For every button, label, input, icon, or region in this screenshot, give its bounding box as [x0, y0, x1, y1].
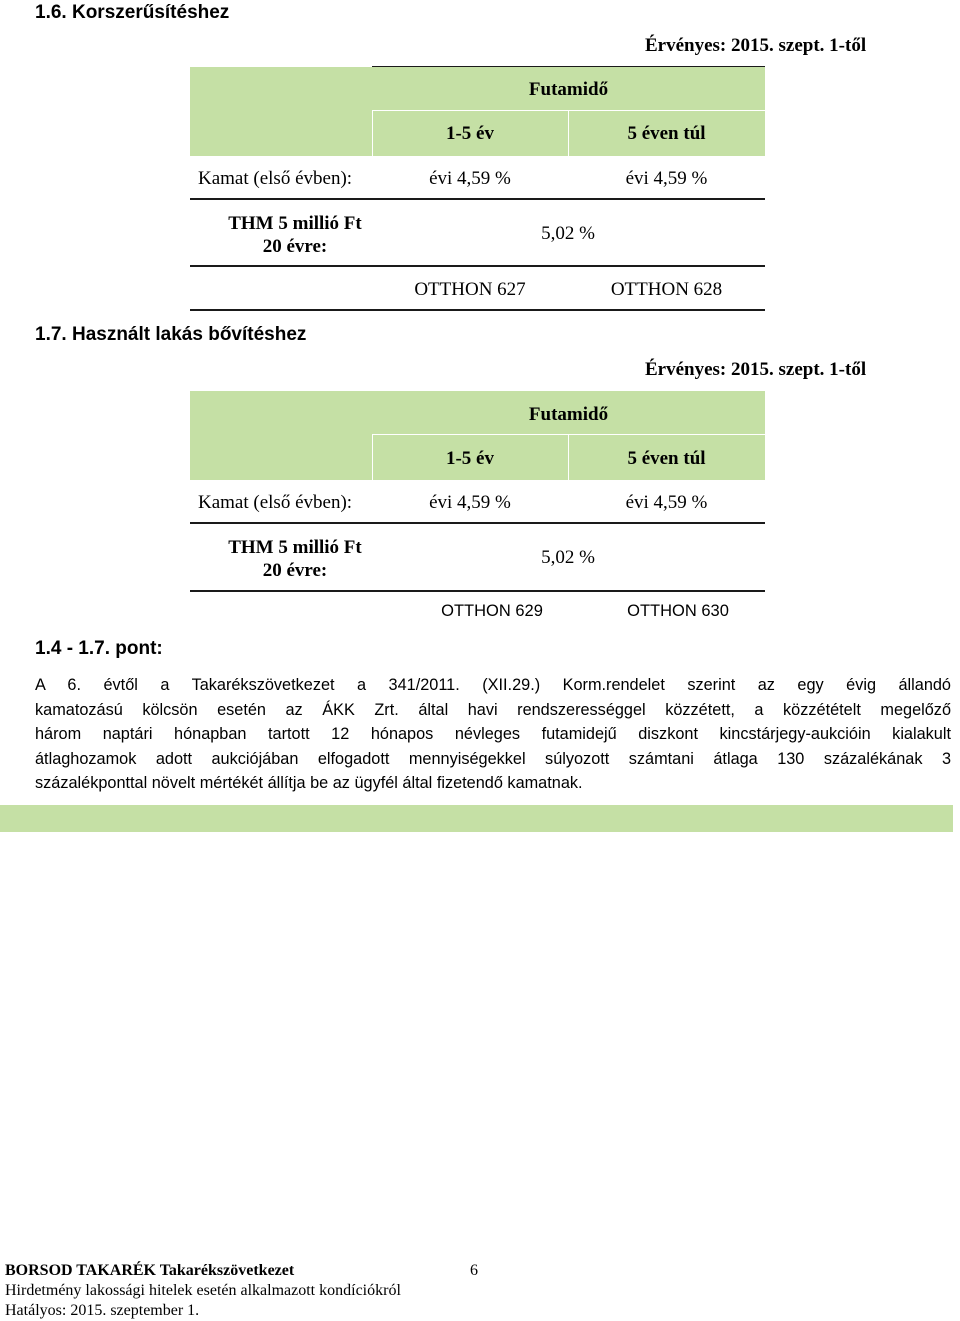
kamat-label: Kamat (első évben): — [198, 168, 353, 189]
valid-from-1-6: Érvényes: 2015. szept. 1-től — [645, 35, 867, 56]
paragraph-line: kamatozású kölcsön esetén az ÁKK Zrt. által havi rendszerességgel közzétett, a közzétételt megelőző — [35, 700, 951, 719]
thm-label-line1: THM 5 millió Ft — [228, 213, 362, 234]
thm-label-line2: 20 évre: — [262, 236, 328, 257]
col-header-5-plus: 5 éven túl — [627, 123, 706, 144]
col-header-5-plus: 5 éven túl — [627, 448, 706, 469]
paragraph-line: átlaghozamok adott aukciójában elfogadott mennyiségekkel súlyozott számtani átlaga 130 százalékának 3 — [35, 749, 951, 768]
thm-label-line2: 20 évre: — [262, 560, 328, 581]
kamat-value-1-5: évi 4,59 % — [429, 168, 511, 189]
thm-label-line1: THM 5 millió Ft — [228, 537, 362, 558]
col-header-1-5: 1-5 év — [445, 123, 494, 144]
product-code-2: OTTHON 630 — [627, 602, 729, 620]
footer-subtitle: Hirdetmény lakossági hitelek esetén alkalmazott kondíciókról — [5, 1282, 401, 1299]
section-heading-1-7: 1.7. Használt lakás bővítéshez — [35, 324, 307, 345]
product-code-1: OTTHON 629 — [441, 602, 543, 620]
table-rule — [372, 434, 765, 435]
table-rule — [190, 198, 765, 200]
valid-from-1-7: Érvényes: 2015. szept. 1-től — [645, 359, 867, 380]
table-rule — [372, 66, 765, 67]
kamat-value-1-5: évi 4,59 % — [429, 492, 511, 513]
table-rule — [190, 265, 765, 267]
kamat-value-5-plus: évi 4,59 % — [625, 168, 708, 189]
thm-value: 5,02 % — [541, 223, 595, 244]
kamat-value-5-plus: évi 4,59 % — [625, 492, 708, 513]
thm-value: 5,02 % — [541, 547, 595, 568]
product-code-2: OTTHON 628 — [610, 279, 723, 300]
paragraph-line: százalékponttal növelt mértékét állítja be az ügyfél által fizetendő kamatnak. — [35, 774, 583, 792]
kamat-label: Kamat (első évben): — [198, 492, 353, 513]
table-rule — [372, 110, 765, 111]
col-header-1-5: 1-5 év — [445, 448, 494, 469]
table-rule — [190, 309, 765, 311]
paragraph-line: három naptári hónapban tartott 12 hónapos névleges futamidejű diszkont kincstárjegy-aukcióin kialakult — [35, 725, 951, 743]
futamido-header: Futamidő — [528, 404, 609, 425]
futamido-header: Futamidő — [528, 79, 609, 100]
footer-effective-date: Hatályos: 2015. szeptember 1. — [5, 1302, 200, 1319]
footer-page-number: 6 — [470, 1262, 478, 1279]
product-code-1: OTTHON 627 — [414, 279, 526, 300]
table-rule — [190, 590, 765, 592]
paragraph-line: A 6. évtől a Takarékszövetkezet a 341/2011. (XII.29.) Korm.rendelet szerint az egy évig állandó — [35, 676, 951, 694]
table-rule — [190, 522, 765, 524]
pont-paragraph — [35, 673, 951, 796]
pont-heading: 1.4 - 1.7. pont: — [35, 638, 163, 659]
section-heading-1-6: 1.6. Korszerűsítéshez — [35, 2, 230, 23]
footer-company: BORSOD TAKARÉK Takarékszövetkezet — [5, 1262, 295, 1279]
green-separator-band — [0, 805, 953, 832]
